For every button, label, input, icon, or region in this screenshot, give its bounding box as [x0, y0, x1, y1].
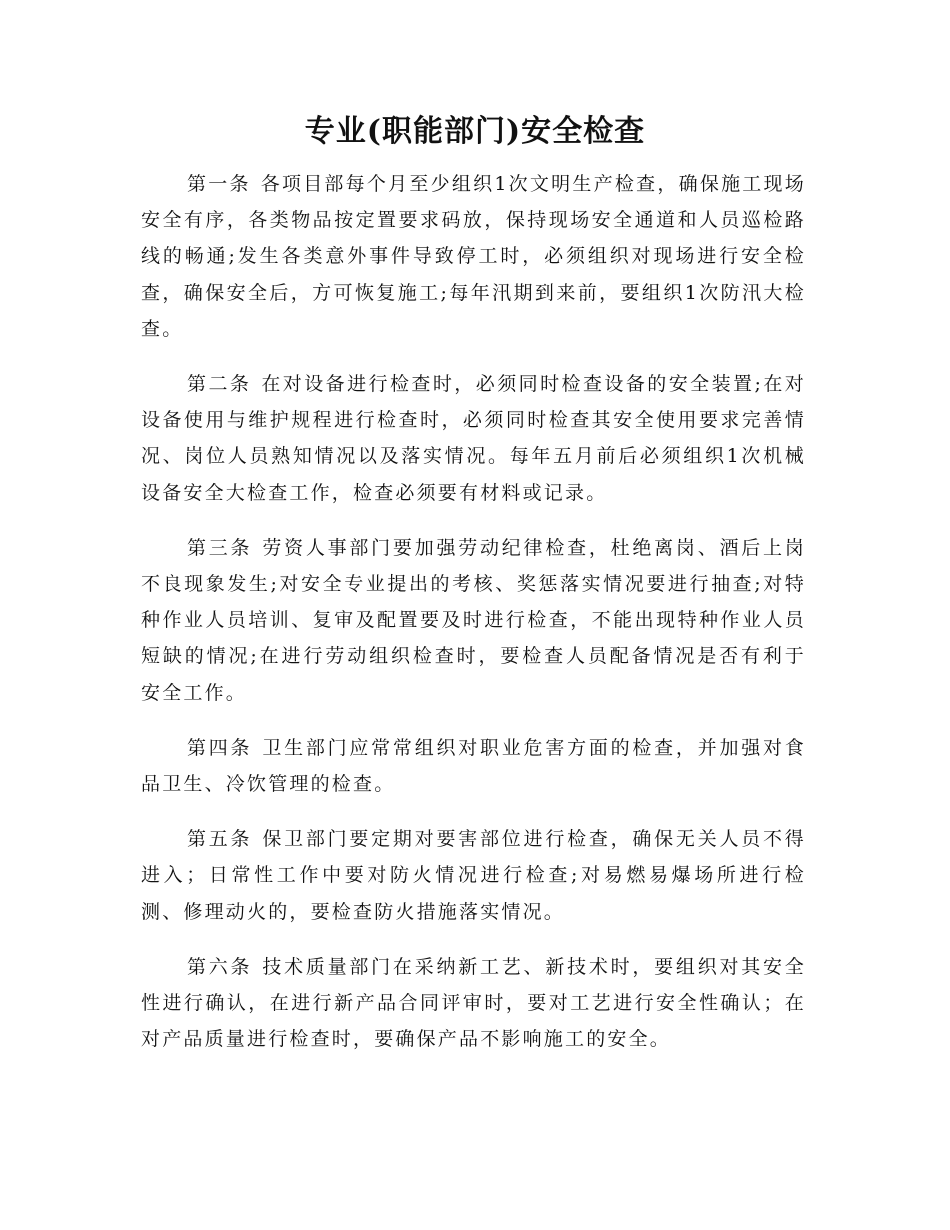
- article-number: 第一条: [187, 173, 251, 195]
- article-paragraph: [141, 949, 806, 1058]
- article-text: 劳资人事部门要加强劳动纪律检查，杜绝离岗、酒后上岗不良现象发生;对安全专业提出的考核、奖惩落实情况要进行抽查;对特种作业人员培训、复审及配置要及时进行检查，不能出现特种作业人员短缺的情况;在进行劳动组织检查时，要检查人员配备情况是否有利于安全工作。: [141, 536, 806, 704]
- article-number: 第五条: [187, 828, 253, 851]
- article-text: 保卫部门要定期对要害部位进行检查，确保无关人员不得进入；日常性工作中要对防火情况进行检查;对易燃易爆场所进行检测、修理动火的，要检查防火措施落实情况。: [141, 828, 806, 923]
- article-number: 第六条: [187, 955, 253, 978]
- article-paragraph: [141, 366, 806, 511]
- article-text: 技术质量部门在采纳新工艺、新技术时，要组织对其安全性进行确认，在进行新产品合同评审时，要对工艺进行安全性确认；在对产品质量进行检查时，要确保产品不影响施工的安全。: [141, 955, 806, 1051]
- article-number: 第二条: [187, 373, 252, 396]
- document-body: [141, 166, 806, 1076]
- article-text: 在对设备进行检查时，必须同时检查设备的安全装置;在对设备使用与维护规程进行检查时，必须同时检查其安全使用要求完善情况、岗位人员熟知情况以及落实情况。每年五月前后必须组织1次机械设备安全大检查工作，检查必须要有材料或记录。: [141, 373, 806, 504]
- article-text: 卫生部门应常常组织对职业危害方面的检查，并加强对食品卫生、冷饮管理的检查。: [141, 736, 806, 796]
- article-number: 第三条: [187, 536, 253, 559]
- article-paragraph: [141, 530, 806, 711]
- document-title: 专业(职能部门)安全检查: [304, 114, 646, 149]
- article-text: 各项目部每个月至少组织1次文明生产检查，确保施工现场安全有序，各类物品按定置要求码放，保持现场安全通道和人员巡检路线的畅通;发生各类意外事件导致停工时，必须组织对现场进行安全检查，确保安全后，方可恢复施工;每年汛期到来前，要组织1次防汛大检查。: [141, 173, 806, 340]
- article-paragraph: [141, 730, 806, 802]
- article-number: 第四条: [187, 736, 253, 759]
- article-paragraph: [141, 166, 806, 347]
- article-paragraph: [141, 821, 806, 930]
